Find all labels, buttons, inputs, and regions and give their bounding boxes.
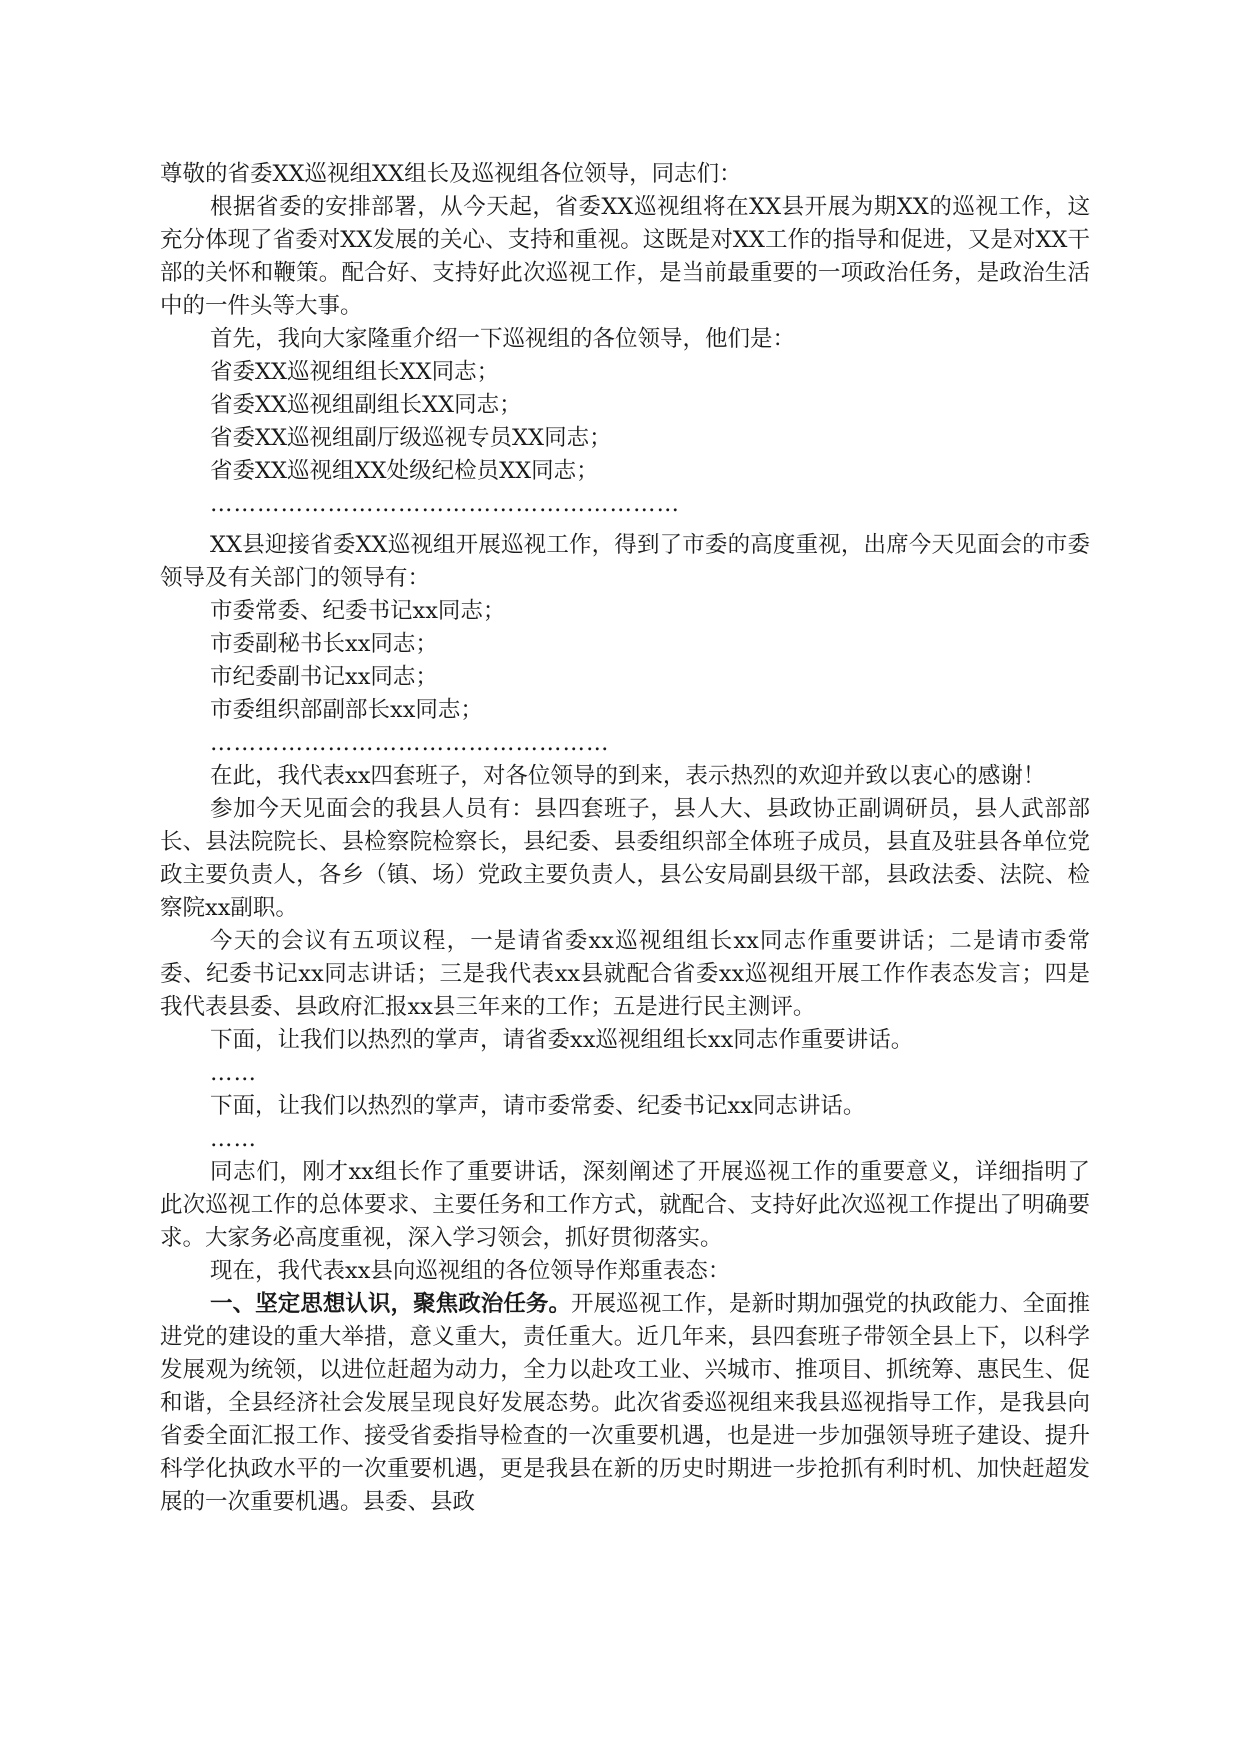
document-body: [160, 158, 1090, 1519]
city-leader-list-item: 市委组织部副部长xx同志；: [210, 697, 483, 723]
leader-list-item: 省委XX巡视组XX处级纪检员XX同志；: [210, 458, 599, 484]
ellipsis-line: ……………………………………………: [210, 730, 610, 756]
city-leader-list-item: 市委副秘书长xx同志；: [210, 631, 438, 657]
paragraph-welcome: 在此，我代表xx四套班子，对各位领导的到来，表示热烈的欢迎并致以衷心的感谢！: [210, 763, 1046, 789]
leader-list-item: 省委XX巡视组副厅级巡视专员XX同志；: [210, 425, 612, 451]
ellipsis-line: ……: [210, 1060, 257, 1086]
paragraph-county-attendees: 参加今天见面会的我县人员有：县四套班子，县人大、县政协正副调研员，县人武部部长、县法院院长、县检察院检察长，县纪委、县委组织部全体班子成员，县直及驻县各单位党政主要负责人，各乡（镇、场）党政主要负责人，县公安局副县级干部，县政法委、法院、检察院xx副职。: [160, 796, 1090, 921]
section-1-body: 开展巡视工作，是新时期加强党的执政能力、全面推进党的建设的重大举措，意义重大，责任重大。近几年来，县四套班子带领全县上下，以科学发展观为统领，以进位赶超为动力，全力以赴攻工业、兴城市、推项目、抓统筹、惠民生、促和谐，全县经济社会发展呈现良好发展态势。此次省委巡视组来我县巡视指导工作，是我县向省委全面汇报工作、接受省委指导检查的一次重要机遇，也是进一步加强领导班子建设、提升科学化执政水平的一次重要机遇，更是我县在新的历史时期进一步抢抓有利时机、加快赶超发展的一次重要机遇。县委、县政: [160, 1291, 1090, 1515]
paragraph-city-attendance: XX县迎接省委XX巡视组开展巡视工作，得到了市委的高度重视，出席今天见面会的市委领导及有关部门的领导有：: [160, 532, 1090, 591]
paragraph-summary: 同志们，刚才xx组长作了重要讲话，深刻阐述了开展巡视工作的重要意义，详细指明了此次巡视工作的总体要求、主要任务和工作方式，就配合、支持好此次巡视工作提出了明确要求。大家务必高度重视，深入学习领会，抓好贯彻落实。: [160, 1159, 1090, 1251]
section-1-heading: 一、坚定思想认识，聚焦政治任务。: [210, 1291, 572, 1317]
paragraph-intro: 根据省委的安排部署，从今天起，省委XX巡视组将在XX县开展为期XX的巡视工作，这充分体现了省委对XX发展的关心、支持和重视。这既是对XX工作的指导和促进，又是对XX干部的关怀和鞭策。配合好、支持好此次巡视工作，是当前最重要的一项政治任务，是政治生活中的一件头等大事。: [160, 194, 1090, 319]
leader-list-item: 省委XX巡视组组长XX同志；: [210, 359, 500, 385]
city-leader-list-item: 市委常委、纪委书记xx同志；: [210, 598, 506, 624]
paragraph-invite-speech-1: 下面，让我们以热烈的掌声，请省委xx巡视组组长xx同志作重要讲话。: [210, 1027, 914, 1053]
salutation: 尊敬的省委XX巡视组XX组长及巡视组各位领导，同志们：: [160, 161, 742, 187]
ellipsis-line: ……………………………………………………: [210, 491, 680, 517]
paragraph-invite-speech-2: 下面，让我们以热烈的掌声，请市委常委、纪委书记xx同志讲话。: [210, 1093, 866, 1119]
leader-list-item: 省委XX巡视组副组长XX同志；: [210, 392, 522, 418]
section-1: [160, 1288, 1090, 1519]
paragraph-agenda: 今天的会议有五项议程，一是请省委xx巡视组组长xx同志作重要讲话；二是请市委常委、纪委书记xx同志讲话；三是我代表xx县就配合省委xx巡视组开展工作作表态发言；四是我代表县委、县政府汇报xx县三年来的工作；五是进行民主测评。: [160, 928, 1090, 1020]
paragraph-introduce-leaders: 首先，我向大家隆重介绍一下巡视组的各位领导，他们是：: [210, 326, 796, 352]
ellipsis-line: ……: [210, 1126, 257, 1152]
city-leader-list-item: 市纪委副书记xx同志；: [210, 664, 438, 690]
paragraph-statement-intro: 现在，我代表xx县向巡视组的各位领导作郑重表态：: [210, 1258, 731, 1284]
